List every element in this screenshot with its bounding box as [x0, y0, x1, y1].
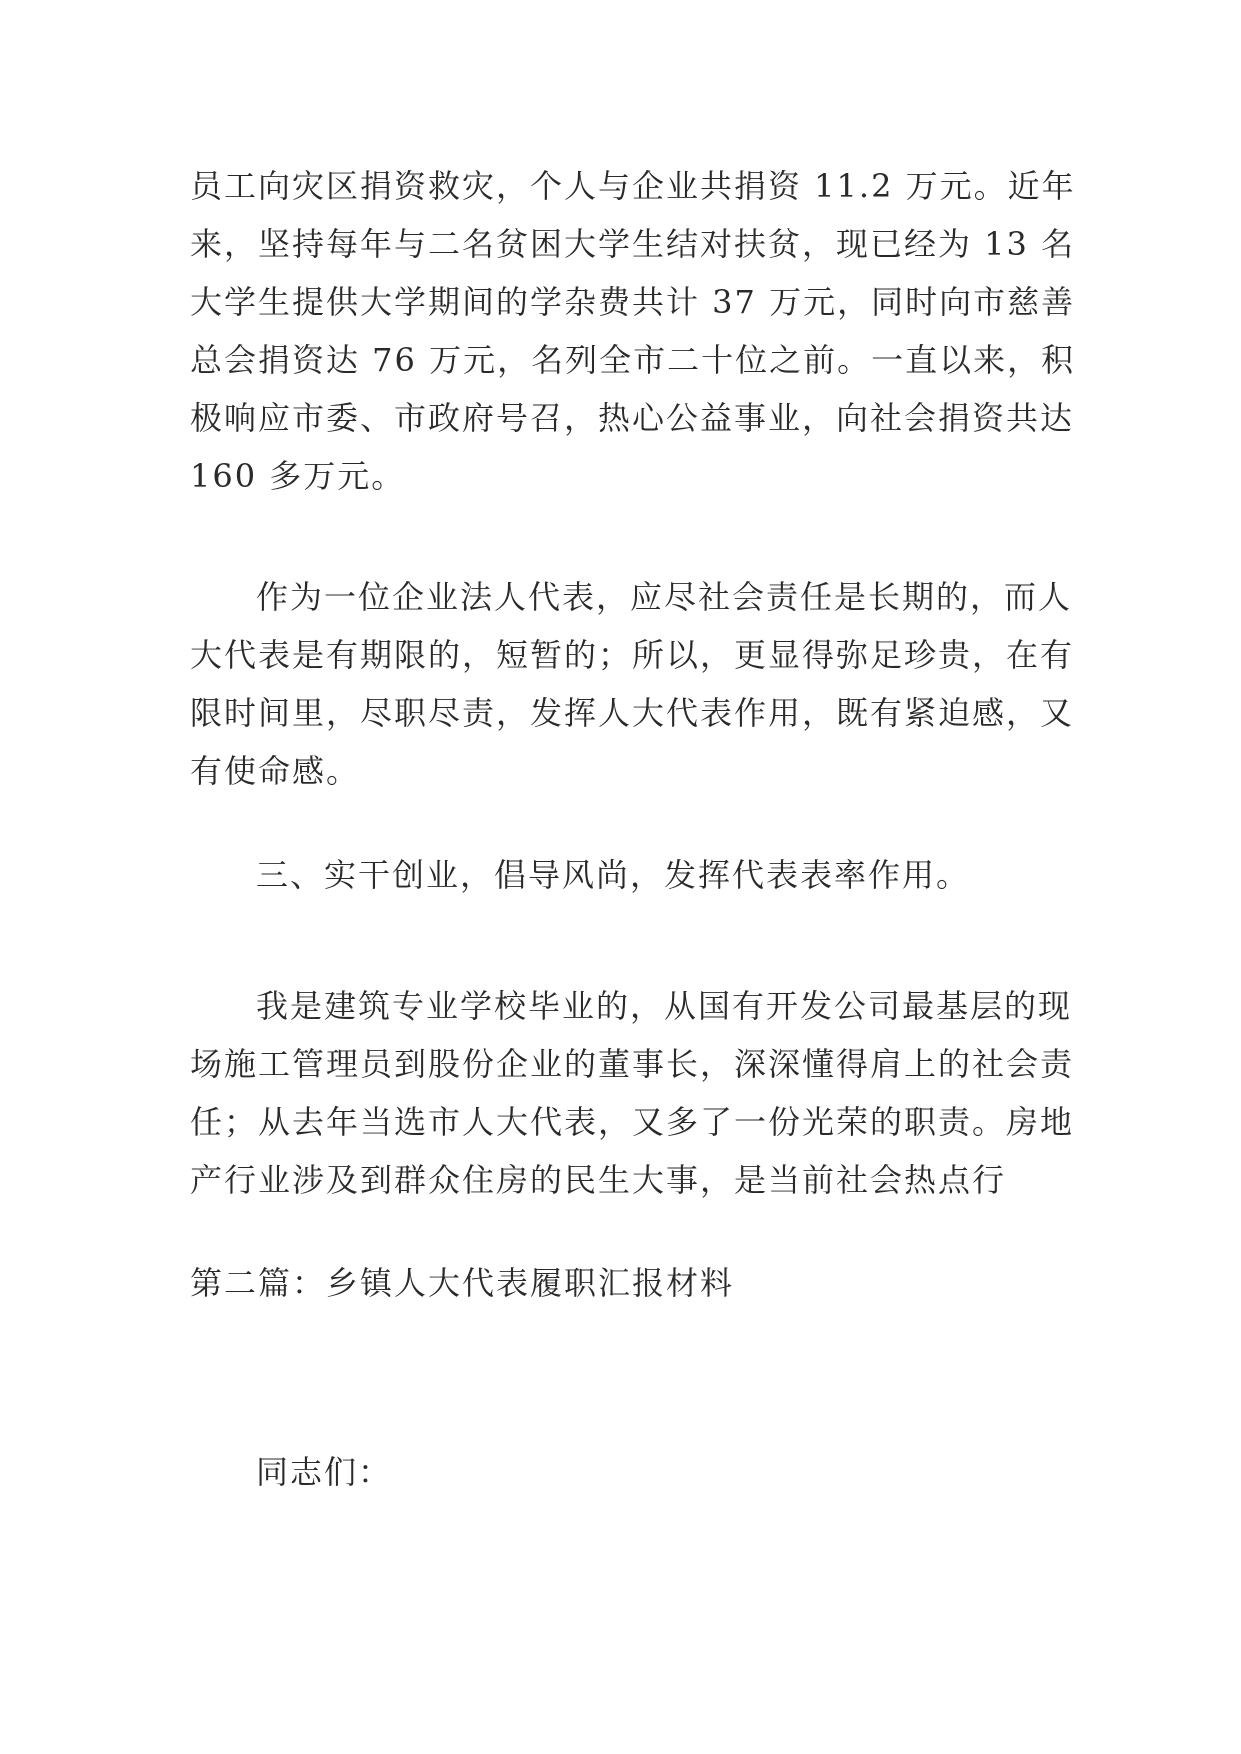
paragraph-background [190, 977, 1075, 1209]
paragraph-line: 大学生提供大学期间的学杂费共计 37 万元，同时向市慈善 [190, 283, 1076, 321]
paragraph-line: 总会捐资达 76 万元，名列全市二十位之前。一直以来，积 [190, 341, 1076, 379]
salutation [190, 1443, 1060, 1501]
paragraph-line: 第二篇：乡镇人大代表履职汇报材料 [190, 1264, 735, 1302]
paragraph-line: 我是建筑专业学校毕业的，从国有开发公司最基层的现 [256, 987, 1073, 1025]
paragraph-line: 大代表是有期限的，短暂的；所以，更显得弥足珍贵，在有 [190, 636, 1075, 674]
paragraph-line: 三、实干创业，倡导风尚，发挥代表表率作用。 [256, 856, 971, 894]
paragraph-line: 160 多万元。 [190, 457, 406, 495]
article-title-part-two [190, 1254, 1060, 1312]
paragraph-responsibility [190, 568, 1075, 800]
paragraph-line: 产行业涉及到群众住房的民生大事，是当前社会热点行 [190, 1161, 1007, 1199]
paragraph-line: 来，坚持每年与二名贫困大学生结对扶贫，现已经为 13 名 [190, 225, 1076, 263]
paragraph-line: 场施工管理员到股份企业的董事长，深深懂得肩上的社会责 [190, 1045, 1075, 1083]
paragraph-donations [190, 157, 1076, 505]
paragraph-line: 员工向灾区捐资救灾，个人与企业共捐资 11.2 万元。近年 [190, 167, 1076, 205]
paragraph-line: 同志们： [256, 1453, 393, 1491]
paragraph-line: 极响应市委、市政府号召，热心公益事业，向社会捐资共达 [190, 399, 1075, 437]
paragraph-line: 任；从去年当选市人大代表，又多了一份光荣的职责。房地 [190, 1103, 1075, 1141]
paragraph-line: 作为一位企业法人代表，应尽社会责任是长期的，而人 [256, 578, 1073, 616]
paragraph-line: 限时间里，尽职尽责，发挥人大代表作用，既有紧迫感，又 [190, 694, 1075, 732]
section-heading-three [190, 846, 1060, 904]
paragraph-line: 有使命感。 [190, 752, 361, 790]
